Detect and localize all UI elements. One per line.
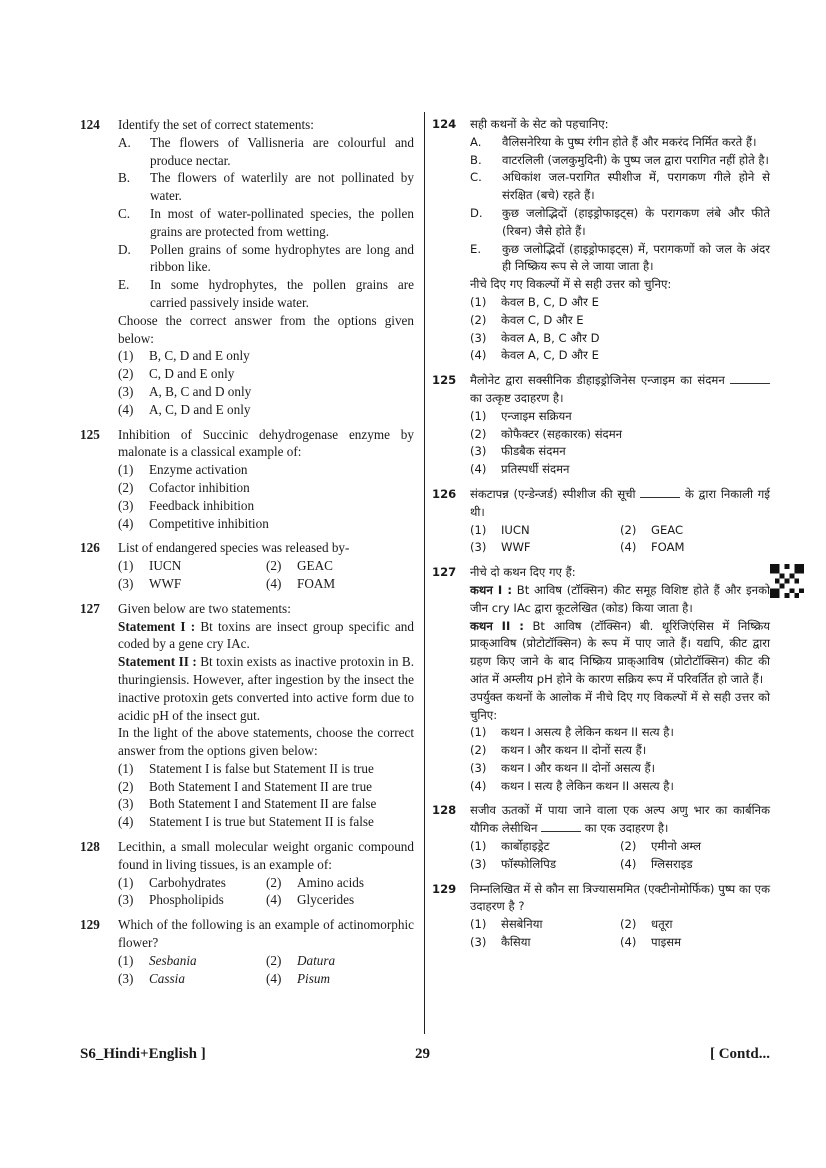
question-125-en [80,426,414,533]
option-2[interactable]: (2) C, D and E only [118,366,235,382]
option-4[interactable]: (4) पाइसम [620,935,682,950]
question-125-hi [432,372,770,479]
question-prompt: Choose the correct answer from the options given below: [118,312,414,346]
option-4[interactable]: (4) केवल A, C, D और E [470,348,599,363]
option-3[interactable]: (3) फॉस्फोलिपिड [470,856,557,871]
option-1[interactable]: (1) केवल B, C, D और E [470,294,599,309]
option-3[interactable]: (3) Both Statement I and Statement II are false [118,796,377,812]
question-stem: Which of the following is an example of actinomorphic flower? [118,917,414,951]
question-number: 124 [80,117,100,132]
statement-d: D. कुछ जलोद्भिदों (हाइड्रोफाइट्स) के परागकण लंबे और फीते (रिबन) जैसे होते हैं। [470,205,770,238]
question-stem: सजीव ऊतकों में पाया जाने वाला एक अल्प अणु भार का कार्बनिक यौगिक लेसीथिन का एक उदाहरण है। [470,803,770,836]
question-126-en [80,539,414,592]
english-column [80,116,414,994]
option-4[interactable]: (4) Statement I is true but Statement II is false [118,814,374,830]
question-prompt: उपर्युक्त कथनों के आलोक में नीचे दिए गए विकल्पों में से सही उत्तर को चुनिए: [470,689,770,722]
question-number: 128 [432,803,457,818]
statement-2: Statement II : Bt toxin exists as inactive protoxin in B. thuringiensis. However, after ingestion by the insect the inactive protoxin gets converted into active form due to acidic pH of the insect gut. [118,654,414,723]
page-number: 29 [415,1046,430,1062]
question-number: 125 [80,426,100,442]
option-2[interactable]: (2) Datura [266,952,336,968]
option-3[interactable]: (3) WWF [118,575,182,591]
option-2[interactable]: (2) Both Statement I and Statement II are true [118,778,373,794]
option-1[interactable]: (1) Enzyme activation [118,462,248,478]
statement-2: कथन II : Bt आविष (टॉक्सिन) बी. थूरिंजिएंसिस में निष्क्रिय प्राक्आविष (प्रोटोटॉक्सिन) के रूप में पाए जाते हैं। यद्यपि, कीट द्वारा ग्रहण किए जाने के बाद निष्क्रिय प्राक्आविष (प्रोटोटॉक्सिन) कीट की आंत में अम्लीय pH होने के कारण सक्रिय रूप में परिवर्तित हो जाते हैं। [470,618,771,686]
statement-1: कथन I : Bt आविष (टॉक्सिन) कीट समूह विशिष्ट होते हैं और इनको जीन cry IAc द्वारा कूटलेखित (कोड) किया जाता है। [470,582,770,615]
question-124-hi [432,116,770,365]
option-4[interactable]: (4) कथन I सत्य है लेकिन कथन II असत्य है। [470,778,674,793]
option-3[interactable]: (3) फीडबैक संदमन [470,444,566,459]
question-126-hi [432,486,770,557]
question-127-hi [432,564,770,795]
page-footer [80,1046,770,1066]
continued-label: [ Contd... [709,1046,770,1062]
question-prompt: In the light of the above statements, choose the correct answer from the options given below: [118,725,414,759]
question-129-hi [432,881,770,952]
question-number: 127 [432,565,457,580]
qr-code-icon [770,564,804,598]
option-4[interactable]: (4) FOAM [266,575,336,591]
option-1[interactable]: (1) Sesbania [118,952,197,968]
question-stem: नीचे दो कथन दिए गए हैं: [470,565,576,580]
option-2[interactable]: (2) केवल C, D और E [470,312,584,327]
statement-a: A. The flowers of Vallisneria are colourful and produce nectar. [118,134,414,168]
option-3[interactable]: (3) WWF [470,540,531,555]
question-number: 129 [432,881,457,896]
option-2[interactable]: (2) Cofactor inhibition [118,479,250,495]
option-3[interactable]: (3) Feedback inhibition [118,497,255,513]
column-divider [424,112,425,1034]
option-2[interactable]: (2) Amino acids [266,874,365,890]
question-number: 128 [80,839,100,855]
option-2[interactable]: (2) कथन I और कथन II दोनों सत्य हैं। [470,743,647,758]
option-1[interactable]: (1) कार्बोहाइड्रेट [470,839,550,854]
option-1[interactable]: (1) Carbohydrates [118,874,226,890]
option-2[interactable]: (2) कोफैक्टर (सहकारक) संदमन [470,426,623,441]
question-number: 129 [80,917,100,933]
statement-b: B. वाटरलिली (जलकुमुदिनी) के पुष्प जल द्वारा परागित नहीं होते है। [470,152,769,167]
option-4[interactable]: (4) प्रतिस्पर्धी संदमन [470,462,570,477]
question-number: 124 [432,117,457,131]
option-4[interactable]: (4) ग्लिसराइड [620,856,693,871]
statement-e: E. In some hydrophytes, the pollen grains are carried passively inside water. [118,277,414,310]
question-number: 126 [432,486,457,501]
question-stem: मैलोनेट द्वारा सक्सीनिक डीहाइड्रोजिनेस एन्जाइम का संदमन का उत्कृष्ट उदाहरण है। [470,372,770,408]
blank [640,487,680,498]
question-number: 125 [432,373,457,388]
option-3[interactable]: (3) केवल A, B, C और D [470,330,600,345]
question-number: 126 [80,540,100,556]
statement-e: E. कुछ जलोद्भिदों (हाइड्रोफाइट्स) में, परागकणों को जल के अंदर ही निष्क्रिय रूप से ले जाया जाता है। [470,241,770,274]
question-127-en [80,600,414,831]
statement-c: C. In most of water-pollinated species, the pollen grains are protected from wetting. [118,205,414,239]
question-128-en [80,838,414,909]
option-1[interactable]: (1) सेसबेनिया [470,917,543,932]
option-2[interactable]: (2) GEAC [620,522,684,537]
option-1[interactable]: (1) B, C, D and E only [118,348,250,364]
question-stem: Inhibition of Succinic dehydrogenase enzyme by malonate is a classical example of: [118,426,414,460]
question-stem: सही कथनों के सेट को पहचानिए: [470,117,609,131]
question-stem: Identify the set of correct statements: [118,117,314,132]
option-3[interactable]: (3) Phospholipids [118,892,224,908]
option-1[interactable]: (1) Statement I is false but Statement II is true [118,760,374,776]
question-prompt: नीचे दिए गए विकल्पों में से सही उत्तर को चुनिए: [470,277,672,292]
option-1[interactable]: (1) कथन I असत्य है लेकिन कथन II सत्य है। [470,725,674,740]
option-2[interactable]: (2) एमीनो अम्ल [620,839,702,854]
option-1[interactable]: (1) एन्जाइम सक्रियन [470,408,572,423]
option-3[interactable]: (3) Cassia [118,970,185,986]
option-4[interactable]: (4) A, C, D and E only [118,401,251,417]
option-1[interactable]: (1) IUCN [470,522,530,537]
statement-b: B. The flowers of waterlily are not pollinated by water. [118,170,414,204]
question-stem: निम्नलिखित में से कौन सा त्रिज्यासममित (एक्टीनोमोर्फिक) पुष्प का एक उदाहरण है ? [470,881,770,914]
option-1[interactable]: (1) IUCN [118,558,182,574]
question-stem: संकटापन्न (एन्डेन्जर्ड) स्पीशीज की सूची के द्वारा निकाली गई थी। [470,486,771,519]
question-128-hi [432,802,770,873]
option-4[interactable]: (4) Competitive inhibition [118,515,269,531]
question-number: 127 [80,600,100,616]
option-4[interactable]: (4) Glycerides [266,892,355,908]
option-2[interactable]: (2) GEAC [266,558,333,574]
option-4[interactable]: (4) FOAM [620,540,685,555]
blank [541,821,581,832]
statement-a: A. वैलिसनेरिया के पुष्प रंगीन होते हैं और मकरंद निर्मित करते हैं। [470,134,757,149]
statement-d: D. Pollen grains of some hydrophytes are long and ribbon like. [118,241,414,275]
option-3[interactable]: (3) कथन I और कथन II दोनों असत्य हैं। [470,760,656,775]
statement-c: C. अधिकांश जल-परागित स्पीशीज में, परागकण गीले होने से संरक्षित (बचे) रहते हैं। [470,170,770,203]
option-2[interactable]: (2) धतूरा [620,917,673,932]
question-stem: List of endangered species was released by- [118,540,350,556]
option-3[interactable]: (3) A, B, C and D only [118,383,252,399]
question-129-en [80,916,414,987]
hindi-column [432,116,770,959]
paper-code: S6_Hindi+English ] [80,1046,206,1062]
option-4[interactable]: (4) Pisum [266,970,330,986]
question-124-en [80,116,414,419]
statement-1: Statement I : Bt toxins are insect group specific and coded by a gene cry IAc. [118,618,414,652]
question-stem: Given below are two statements: [118,600,291,616]
option-3[interactable]: (3) कैसिया [470,935,531,950]
blank [730,373,770,384]
question-stem: Lecithin, a small molecular weight organic compound found in living tissues, is an example of: [118,839,414,872]
